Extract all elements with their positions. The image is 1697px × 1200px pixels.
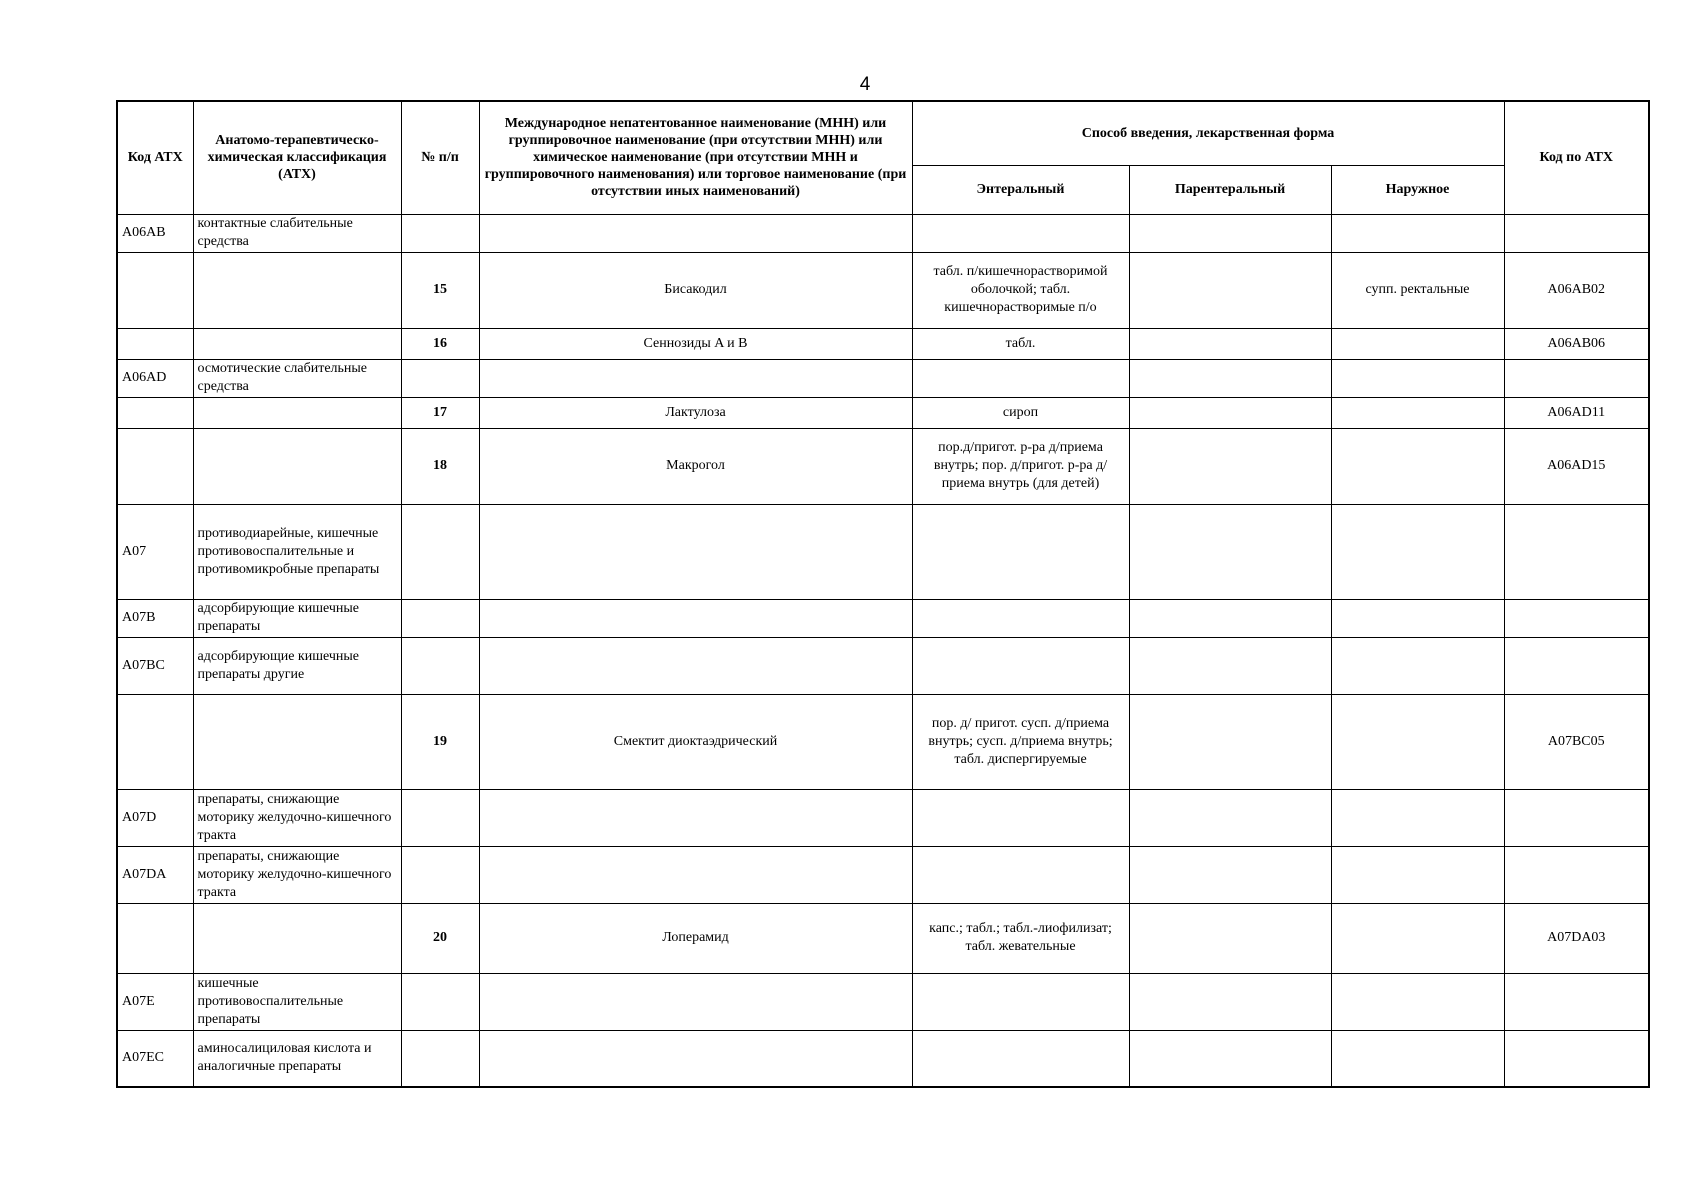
table-row — [117, 328, 1649, 359]
drug-name: Лактулоза — [479, 397, 912, 428]
item-number: 15 — [401, 252, 479, 328]
enteral-form — [912, 214, 1129, 252]
classification-cell: адсорбирующие кишечные препараты — [193, 599, 401, 637]
atx-group-code: A07BC — [117, 637, 193, 694]
classification-cell: адсорбирующие кишечные препараты другие — [193, 637, 401, 694]
enteral-form — [912, 789, 1129, 846]
classification-cell: аминосалициловая кислота и аналогичные препараты — [193, 1030, 401, 1087]
atx-code-cell: A06AB06 — [1504, 328, 1649, 359]
atx-group-code: A07 — [117, 504, 193, 599]
classification-cell — [193, 428, 401, 504]
enteral-form — [912, 637, 1129, 694]
drug-name: Макрогол — [479, 428, 912, 504]
atx-code-cell — [1504, 973, 1649, 1030]
drug-name: Лоперамид — [479, 903, 912, 973]
classification-cell: препараты, снижающие моторику желудочно-кишечного тракта — [193, 789, 401, 846]
external-form — [1331, 504, 1504, 599]
table-row — [117, 214, 1649, 252]
atx-code-cell — [1504, 504, 1649, 599]
atx-group-code — [117, 252, 193, 328]
classification-cell: кишечные противовоспалительные препараты — [193, 973, 401, 1030]
classification-cell: осмотические слабительные средства — [193, 359, 401, 397]
atx-code-cell: A07BC05 — [1504, 694, 1649, 789]
external-form — [1331, 359, 1504, 397]
atx-code-cell — [1504, 599, 1649, 637]
atx-group-code — [117, 694, 193, 789]
atx-code-cell — [1504, 846, 1649, 903]
parenteral-form — [1129, 694, 1331, 789]
drug-name — [479, 214, 912, 252]
table-row — [117, 973, 1649, 1030]
drug-name — [479, 599, 912, 637]
drug-name — [479, 973, 912, 1030]
parenteral-form — [1129, 637, 1331, 694]
atx-group-code — [117, 397, 193, 428]
table-row — [117, 637, 1649, 694]
atx-code-cell: A07DA03 — [1504, 903, 1649, 973]
parenteral-form — [1129, 973, 1331, 1030]
atx-group-code — [117, 903, 193, 973]
external-form: супп. ректальные — [1331, 252, 1504, 328]
parenteral-form — [1129, 428, 1331, 504]
item-number — [401, 846, 479, 903]
parenteral-form — [1129, 903, 1331, 973]
table-row — [117, 903, 1649, 973]
enteral-form: табл. — [912, 328, 1129, 359]
item-number — [401, 359, 479, 397]
enteral-form: капс.; табл.; табл.-лиофилизат; табл. жевательные — [912, 903, 1129, 973]
parenteral-form — [1129, 397, 1331, 428]
external-form — [1331, 214, 1504, 252]
atx-code-cell: A06AD11 — [1504, 397, 1649, 428]
header-parenteral: Парентеральный — [1129, 165, 1331, 214]
enteral-form: сироп — [912, 397, 1129, 428]
external-form — [1331, 846, 1504, 903]
enteral-form — [912, 359, 1129, 397]
enteral-form — [912, 846, 1129, 903]
atx-group-code: A07B — [117, 599, 193, 637]
classification-cell — [193, 694, 401, 789]
item-number — [401, 504, 479, 599]
external-form — [1331, 397, 1504, 428]
enteral-form: табл. п/кишечнорастворимой оболочкой; табл. кишечнорастворимые п/о — [912, 252, 1129, 328]
header-external: Наружное — [1331, 165, 1504, 214]
atx-group-code — [117, 328, 193, 359]
external-form — [1331, 1030, 1504, 1087]
header-enteral: Энтеральный — [912, 165, 1129, 214]
classification-cell: препараты, снижающие моторику желудочно-кишечного тракта — [193, 846, 401, 903]
parenteral-form — [1129, 504, 1331, 599]
enteral-form — [912, 973, 1129, 1030]
item-number — [401, 789, 479, 846]
header-atx-code: Код по АТХ — [1504, 101, 1649, 214]
enteral-form — [912, 1030, 1129, 1087]
table-row — [117, 789, 1649, 846]
table-row — [117, 1030, 1649, 1087]
atx-code-cell: A06AD15 — [1504, 428, 1649, 504]
item-number — [401, 214, 479, 252]
atx-group-code — [117, 428, 193, 504]
parenteral-form — [1129, 214, 1331, 252]
item-number — [401, 637, 479, 694]
header-classification: Анатомо-терапевтическо-химическая классификация (АТХ) — [193, 101, 401, 214]
parenteral-form — [1129, 599, 1331, 637]
classification-cell — [193, 903, 401, 973]
table-row — [117, 359, 1649, 397]
parenteral-form — [1129, 252, 1331, 328]
atx-group-code: A06AB — [117, 214, 193, 252]
parenteral-form — [1129, 1030, 1331, 1087]
table-row — [117, 428, 1649, 504]
parenteral-form — [1129, 789, 1331, 846]
external-form — [1331, 789, 1504, 846]
external-form — [1331, 903, 1504, 973]
drug-name: Сеннозиды A и B — [479, 328, 912, 359]
drug-name: Смектит диоктаэдрический — [479, 694, 912, 789]
parenteral-form — [1129, 328, 1331, 359]
drug-name: Бисакодил — [479, 252, 912, 328]
atx-group-code: A07EC — [117, 1030, 193, 1087]
enteral-form: пор. д/ пригот. сусп. д/приема внутрь; сусп. д/приема внутрь; табл. диспергируемые — [912, 694, 1129, 789]
header-number: № п/п — [401, 101, 479, 214]
atx-code-cell — [1504, 1030, 1649, 1087]
header-route: Способ введения, лекарственная форма — [912, 101, 1504, 165]
header-name: Международное непатентованное наименование (МНН) или группировочное наименование (при отсутствии МНН) или химическое наименование (при отсутствии МНН и группировочного наименования) или торговое наименование (при отсутствии иных наименований) — [479, 101, 912, 214]
table-row — [117, 252, 1649, 328]
parenteral-form — [1129, 359, 1331, 397]
table-row — [117, 846, 1649, 903]
table-header — [117, 101, 1649, 214]
table-row — [117, 504, 1649, 599]
atx-code-cell — [1504, 359, 1649, 397]
atx-group-code: A07E — [117, 973, 193, 1030]
header-code: Код АТХ — [117, 101, 193, 214]
atx-code-cell — [1504, 214, 1649, 252]
item-number: 19 — [401, 694, 479, 789]
classification-cell: контактные слабительные средства — [193, 214, 401, 252]
table-row — [117, 599, 1649, 637]
atx-group-code: A07D — [117, 789, 193, 846]
external-form — [1331, 328, 1504, 359]
parenteral-form — [1129, 846, 1331, 903]
item-number: 18 — [401, 428, 479, 504]
drug-name — [479, 1030, 912, 1087]
classification-cell — [193, 397, 401, 428]
enteral-form — [912, 504, 1129, 599]
medication-table — [116, 100, 1650, 1088]
atx-code-cell — [1504, 637, 1649, 694]
page-number: 4 — [859, 74, 871, 95]
atx-group-code: A07DA — [117, 846, 193, 903]
item-number — [401, 973, 479, 1030]
drug-name — [479, 846, 912, 903]
classification-cell — [193, 328, 401, 359]
atx-group-code: A06AD — [117, 359, 193, 397]
classification-cell: противодиарейные, кишечные противовоспалительные и противомикробные препараты — [193, 504, 401, 599]
drug-name — [479, 637, 912, 694]
table-row — [117, 397, 1649, 428]
table-row — [117, 694, 1649, 789]
enteral-form: пор.д/пригот. р-ра д/приема внутрь; пор. д/пригот. р-ра д/приема внутрь (для детей) — [912, 428, 1129, 504]
enteral-form — [912, 599, 1129, 637]
item-number — [401, 599, 479, 637]
item-number — [401, 1030, 479, 1087]
external-form — [1331, 637, 1504, 694]
external-form — [1331, 973, 1504, 1030]
table-body — [117, 214, 1649, 1087]
external-form — [1331, 694, 1504, 789]
item-number: 20 — [401, 903, 479, 973]
item-number: 16 — [401, 328, 479, 359]
drug-name — [479, 504, 912, 599]
drug-name — [479, 359, 912, 397]
external-form — [1331, 428, 1504, 504]
atx-code-cell — [1504, 789, 1649, 846]
drug-name — [479, 789, 912, 846]
item-number: 17 — [401, 397, 479, 428]
atx-code-cell: A06AB02 — [1504, 252, 1649, 328]
external-form — [1331, 599, 1504, 637]
classification-cell — [193, 252, 401, 328]
